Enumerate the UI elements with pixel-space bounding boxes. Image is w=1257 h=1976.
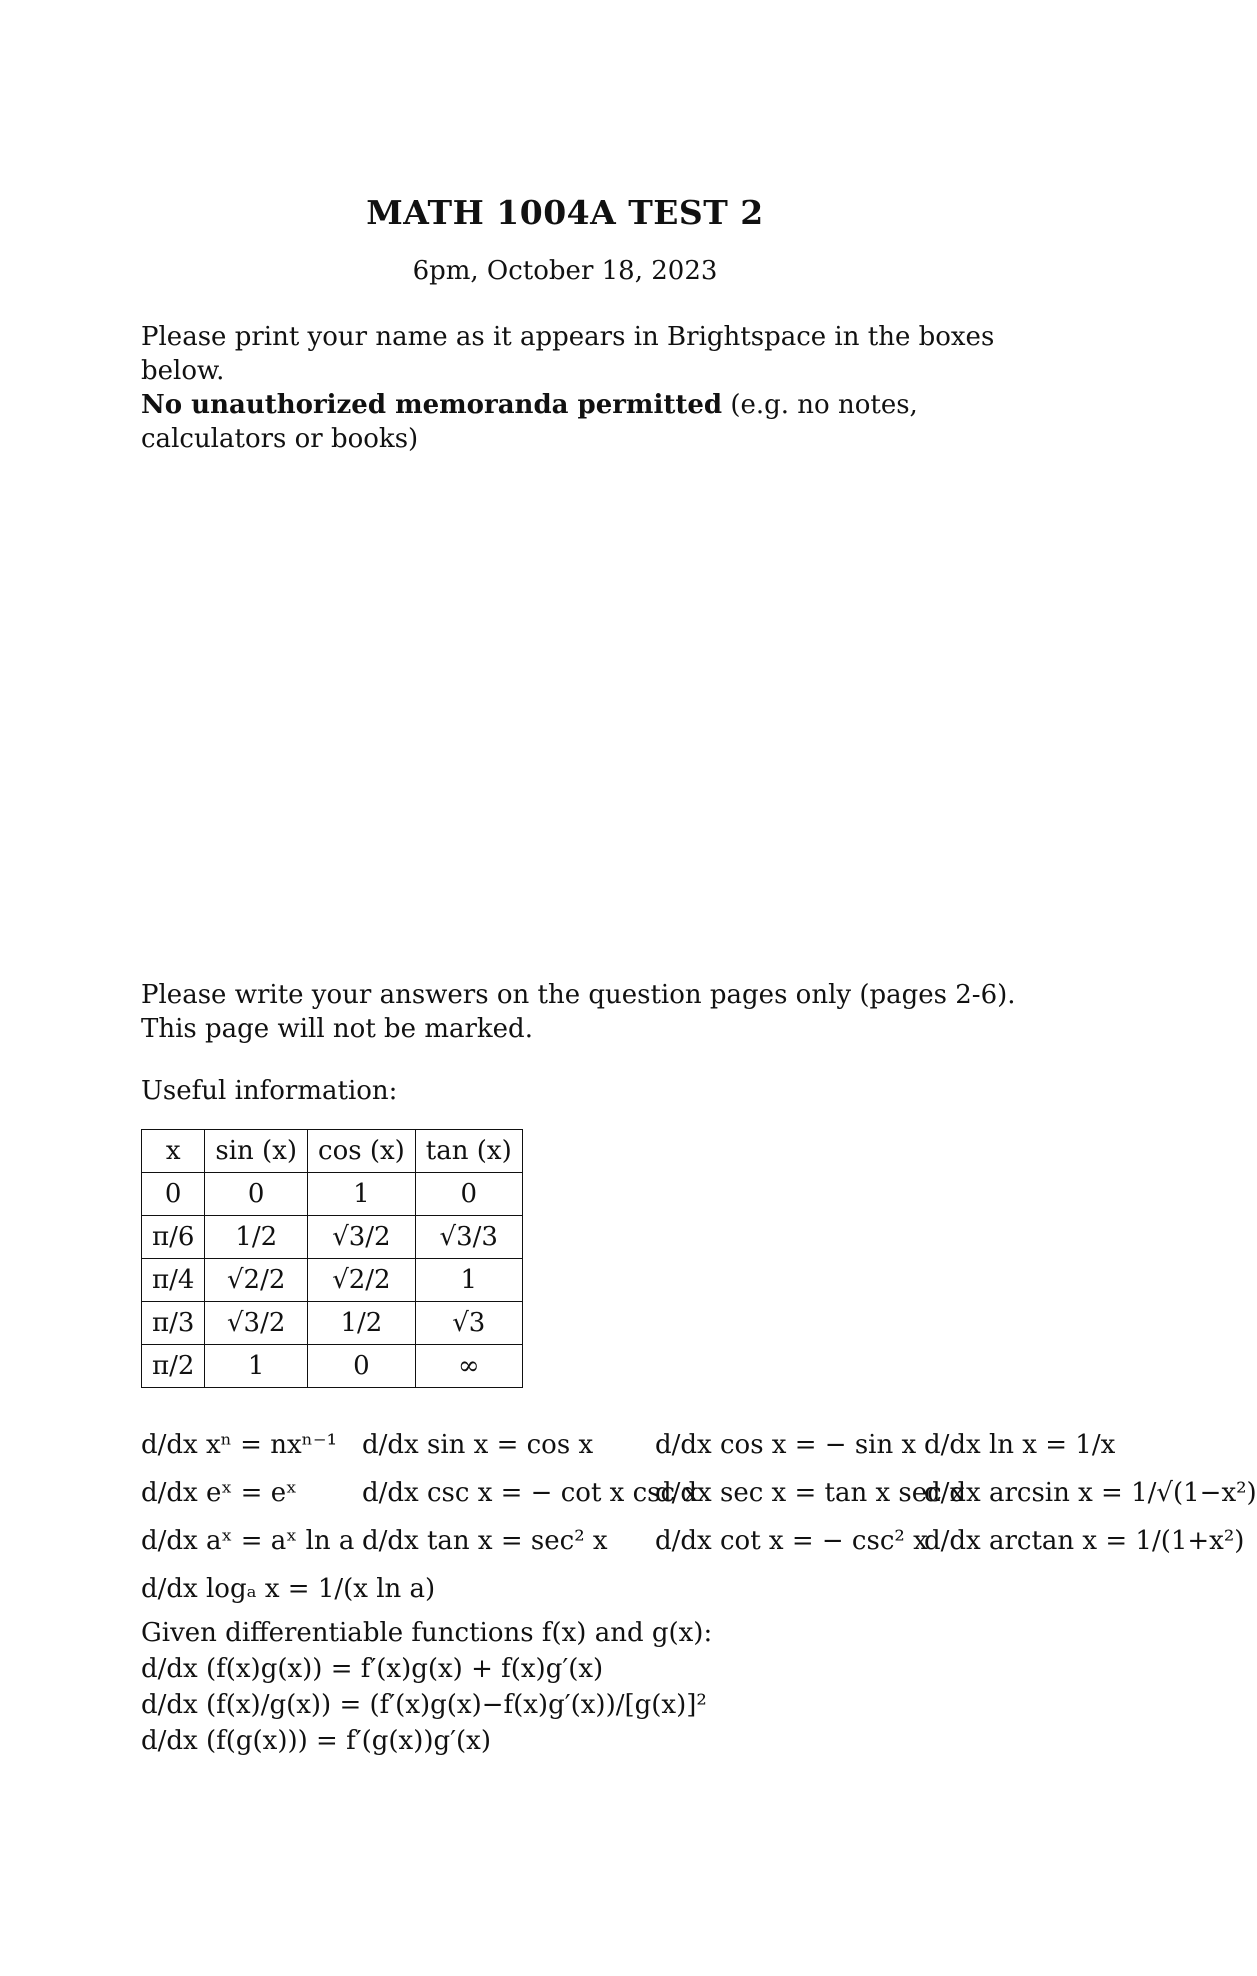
cell: 1: [415, 1259, 522, 1302]
table-row: [142, 1173, 523, 1216]
cell: 0: [142, 1173, 205, 1216]
cell: π/3: [142, 1302, 205, 1345]
derivative-power: d/dx xⁿ = nxⁿ⁻¹: [141, 1430, 338, 1460]
page-title: MATH 1004A TEST 2: [366, 193, 764, 232]
table-row: [142, 1345, 523, 1388]
derivative-ln: d/dx ln x = 1/x: [924, 1430, 1116, 1460]
instructions-bold: No unauthorized memoranda permitted: [141, 390, 723, 420]
derivative-sec: d/dx sec x = tan x sec x: [655, 1478, 965, 1508]
derivative-cos: d/dx cos x = − sin x: [655, 1430, 917, 1460]
cell: 1: [205, 1345, 308, 1388]
cell: √3: [415, 1302, 522, 1345]
cell: ∞: [415, 1345, 522, 1388]
differentiation-rules: [141, 1618, 712, 1756]
table-row: [142, 1259, 523, 1302]
cell: √3/2: [205, 1302, 308, 1345]
instructions: [141, 320, 1021, 456]
quotient-rule: d/dx (f(x)/g(x)) = (f′(x)g(x)−f(x)g′(x))/[g(x)]²: [141, 1690, 707, 1720]
derivative-sin: d/dx sin x = cos x: [362, 1430, 594, 1460]
cell: 1/2: [205, 1216, 308, 1259]
cell: 1: [308, 1173, 416, 1216]
cell: π/6: [142, 1216, 205, 1259]
rules-intro: Given differentiable functions f(x) and g(x):: [141, 1618, 713, 1648]
derivative-log: d/dx logₐ x = 1/(x ln a): [141, 1574, 436, 1604]
header-cos: cos (x): [308, 1130, 416, 1173]
table-row: [142, 1302, 523, 1345]
header-tan: tan (x): [415, 1130, 522, 1173]
derivative-csc: d/dx csc x = − cot x csc x: [362, 1478, 698, 1508]
cell: 0: [308, 1345, 416, 1388]
cell: √2/2: [308, 1259, 416, 1302]
cell: 0: [415, 1173, 522, 1216]
derivative-arcsin: d/dx arcsin x = 1/√(1−x²): [924, 1478, 1257, 1508]
answers-note: Please write your answers on the question pages only (pages 2-6). This page will not be marked.: [141, 980, 1016, 1044]
header-sin: sin (x): [205, 1130, 308, 1173]
useful-label: Useful information:: [141, 1076, 398, 1106]
instructions-line1: Please print your name as it appears in Brightspace in the boxes below.: [141, 322, 995, 386]
cell: π/4: [142, 1259, 205, 1302]
table-row: [142, 1216, 523, 1259]
derivative-arctan: d/dx arctan x = 1/(1+x²): [924, 1526, 1245, 1556]
trig-table: [141, 1129, 523, 1388]
derivative-tan: d/dx tan x = sec² x: [362, 1526, 608, 1556]
cell: 0: [205, 1173, 308, 1216]
derivative-exp-base-a: d/dx aˣ = aˣ ln a: [141, 1526, 355, 1556]
test-date: 6pm, October 18, 2023: [412, 256, 718, 286]
cell: π/2: [142, 1345, 205, 1388]
cell: √2/2: [205, 1259, 308, 1302]
trig-table-header: [142, 1130, 523, 1173]
product-rule: d/dx (f(x)g(x)) = f′(x)g(x) + f(x)g′(x): [141, 1654, 604, 1684]
cell: 1/2: [308, 1302, 416, 1345]
cell: √3/2: [308, 1216, 416, 1259]
derivative-exp: d/dx eˣ = eˣ: [141, 1478, 298, 1508]
instructions-rest: (e.g. no notes, calculators or books): [141, 390, 918, 454]
derivative-cot: d/dx cot x = − csc² x: [655, 1526, 928, 1556]
cell: √3/3: [415, 1216, 522, 1259]
chain-rule: d/dx (f(g(x))) = f′(g(x))g′(x): [141, 1726, 491, 1756]
header-x: x: [142, 1130, 205, 1173]
